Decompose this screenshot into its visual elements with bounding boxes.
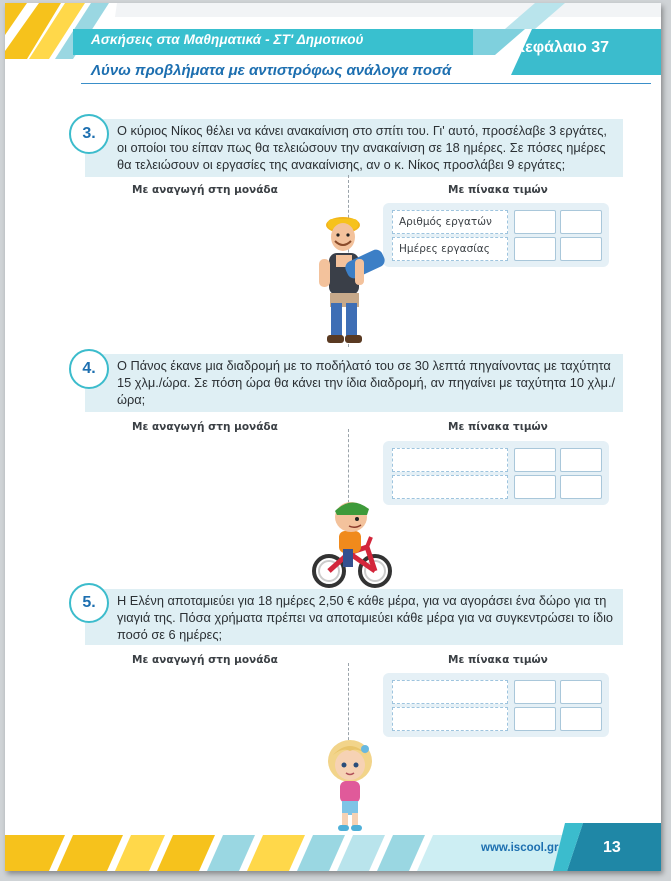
exercise-3-question: Ο κύριος Νίκος θέλει να κάνει ανακαίνιση στο σπίτι του. Γι' αυτό, προσέλαβε 3 εργάτες, οι οποίοι του είπαν πως θα τελειώσουν την ανακαίνιση σε 18 ημέρες. Σε πόσες ημέρες θα τελειώσουν οι εργασίες της ανακαίνισης, αν ο κ. Νίκος προσλάβει 9 εργάτες; [85, 119, 623, 177]
table-row-label: Αριθμός εργατών [392, 210, 508, 234]
exercise-5-value-table [383, 673, 609, 737]
worker-illustration [311, 203, 391, 348]
table-cell[interactable] [560, 237, 602, 261]
footer-stripes-decoration [5, 821, 661, 871]
table-cell[interactable] [560, 210, 602, 234]
exercise-3-number: 3. [69, 114, 109, 154]
book-title: Ασκήσεις στα Μαθηματικά - ΣΤ' Δημοτικού [91, 32, 364, 47]
table-row-label[interactable] [392, 680, 508, 704]
table-cell[interactable] [514, 475, 556, 499]
page-number: 13 [603, 839, 621, 856]
table-row-label: Ημέρες εργασίας [392, 237, 508, 261]
chapter-title: Κεφάλαιο 37 [513, 39, 609, 56]
exercise-5-question: Η Ελένη αποταμιεύει για 18 ημέρες 2,50 € κάθε μέρα, για να αγοράσει ένα δώρο για τη γιαγιά της. Πόσα χρήματα πρέπει να αποταμιεύει κάθε μέρα για να συγκεντρώσει το ίδιο ποσό σε 6 ημέρες; [85, 589, 623, 645]
girl-illustration [323, 735, 377, 835]
exercise-5-number: 5. [69, 583, 109, 623]
exercise-5-table-heading: Με πίνακα τιμών [448, 654, 548, 666]
workbook-page [5, 3, 661, 871]
exercise-4-number: 4. [69, 349, 109, 389]
table-row-label[interactable] [392, 448, 508, 472]
table-cell[interactable] [560, 475, 602, 499]
boy-on-bicycle-illustration [309, 491, 395, 591]
table-row-label[interactable] [392, 707, 508, 731]
exercise-4-value-table [383, 441, 609, 505]
exercise-3-unit-method-heading: Με αναγωγή στη μονάδα [132, 184, 278, 196]
exercise-3-value-table [383, 203, 609, 267]
subtitle-underline [81, 83, 651, 84]
table-cell[interactable] [514, 680, 556, 704]
website-link[interactable]: www.iscool.gr [481, 842, 559, 854]
exercise-4-question: Ο Πάνος έκανε μια διαδρομή με το ποδήλατό του σε 30 λεπτά πηγαίνοντας με ταχύτητα 15 χλμ./ώρα. Σε πόση ώρα θα κάνει την ίδια διαδρομή, αν πηγαίνει με ταχύτητα 10 χλμ./ώρα; [85, 354, 623, 412]
table-cell[interactable] [560, 707, 602, 731]
exercise-3-table-heading: Με πίνακα τιμών [448, 184, 548, 196]
table-cell[interactable] [514, 237, 556, 261]
table-cell[interactable] [560, 680, 602, 704]
lesson-subtitle: Λύνω προβλήματα με αντιστρόφως ανάλογα ποσά [91, 62, 452, 79]
table-cell[interactable] [514, 210, 556, 234]
table-cell[interactable] [514, 707, 556, 731]
exercise-5-divider [348, 663, 349, 745]
exercise-4-table-heading: Με πίνακα τιμών [448, 421, 548, 433]
table-cell[interactable] [514, 448, 556, 472]
table-cell[interactable] [560, 448, 602, 472]
table-row-label[interactable] [392, 475, 508, 499]
exercise-5-unit-method-heading: Με αναγωγή στη μονάδα [132, 654, 278, 666]
exercise-4-unit-method-heading: Με αναγωγή στη μονάδα [132, 421, 278, 433]
